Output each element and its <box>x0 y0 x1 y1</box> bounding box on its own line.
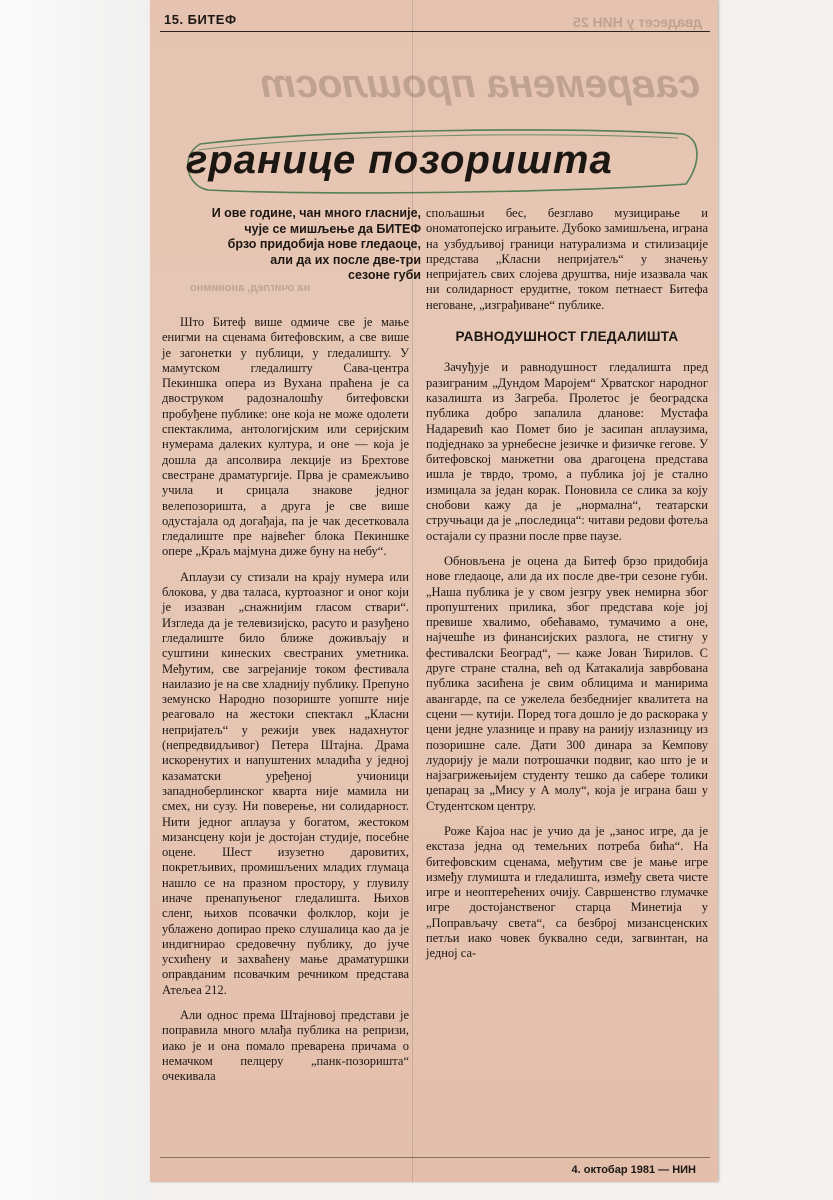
deck-line: чује се мишљење да БИТЕФ <box>244 221 421 236</box>
paragraph: Роже Кајоа нас је учио да је „занос игре, да је екстаза једна од темељних потреба бића“. На битефовским сценама, међутим све је мање игре између глумишта и гледалишта, између света чисте игре и неоптерећених очију. Савршенство глумачке игре достојанственог старца Минетија у „Поправљачу света“, са безброј мизансценских петљи иако човек буквално седи, загвинтан, на једној са- <box>426 823 708 961</box>
deck-line: али да их после две-три <box>270 252 421 267</box>
left-column <box>162 315 409 1095</box>
scan-background <box>0 0 150 1200</box>
paragraph: Што Битеф више одмиче све је мање енигми на сценама битефовским, а све више је загонетки у публици, у гледалишту. У мамутском гледалишту Сава-центра Пекиншка опера из Вухана праћена је са двоструком радозналошћу битефовски пробуђене публике: оне која не може одолети спектаклима, антологијским или серијским нумерама далеких култура, и оне — која је дошла да апсолвира лекције из Брехтове свестране драматургије. Прва је срамежљиво учила и срицала знакове једног велепозоришта, а друга је све више одустајала од догађаја, па је чак десетковала гледалиште пре највећег блока Пекиншке опере „Краљ мајмуна диже буну на небу“. <box>162 315 409 559</box>
paragraph: Обновљена је оцена да Битеф брзо придобија нове гледаоце, али да их после две-три сезоне губи. „Наша публика је у свом језгру увек немирна због пропуштених прилика, због представа које јој превише хвалимо, обећавамо, тумачимо а оне, најчешће из финансијских разлога, не стигну у фестивалски Београд“, — каже Јован Ћирилов. С друге стране стална, већ од Катакалија заврбована публика засићена је свим облицима и манирима авангарде, па се ужелела безбеднијег квалитета на сцени — кутији. Поред тога дошло је до раскорака у цени једне улазнице и праву на ранију излазницу из позоришне сале. Дати 300 динара за Кемпову лудорију је мали потрошачки подвиг, као што је и најзагрижењијем студенту тешко да сабере толики џепарац за „Мису у А молу“, која је играна баш у Студентском центру. <box>426 553 708 813</box>
subheading: РАВНОДУШНОСТ ГЛЕДАЛИШТА <box>455 329 679 345</box>
show-through-text-small: на очиглед, анонимно <box>190 282 311 294</box>
deck <box>186 206 421 284</box>
show-through-text: двадесет у НИН 25 <box>572 14 702 30</box>
footer-dateline: 4. октобар 1981 — НИН <box>571 1164 696 1176</box>
header-rule <box>160 31 710 32</box>
headline: границе позоришта <box>186 138 613 182</box>
paragraph: спољашњи бес, безглаво музицирање и ономатопејско играњите. Дубоко замишљена, играна на узбудљивој граници натурализма и стилизације представа „Класни непријатељ“ у значењу непријатељ свих слојева друштва, није изазвала чак ни солидарност ерудитне, током петнаест Битефа неговане, „изграђиване“ публике. <box>426 206 708 312</box>
section-label: 15. БИТЕФ <box>164 12 237 27</box>
footer-rule <box>160 1157 710 1158</box>
newspaper-clipping <box>150 0 718 1182</box>
paragraph: Аплаузи су стизали на крају нумера или блокова, у два таласа, куртоазног и оног који је изазван „снажнијим гласом ствари“. Изгледа да је телевизијско, расуто и разуђено гледалиште било ближе доживљају и суштини кинеских свестраних уметника. Међутим, све загрејаније током фестивала наилазио је на све хладнију публику. Препуно земунско Народно позориште уопште није реаговало на жестоки спектакл „Класни непријатељ“ у режији увек надахнутог (непредвидљивог) Петера Штајна. Драма искоренутих и напуштених младића у једној казаматски уређеној учионици западноберлинског кварта није мамила ни смех, ни сузу. Ни поверење, ни солидарност. Нити једног аплауза у богатом, жестоком мизансцену који је достојан студије, посебне оцене. Шест изузетно даровитих, покретљивих, промишљених младих глумаца нашло се на празном простору, у глувилу иначе пренапуњеног гледалишта. Њихов сленг, њихов псовачки фолклор, који је ублажено допирао преко слушалица као да је индигнирао средовечну публику, до јуче усхићену и захваћену мање драматуршки оправданим псовачким речником представа Атељеа 212. <box>162 569 409 997</box>
right-column <box>426 206 708 972</box>
deck-line: брзо придобија нове гледаоце, <box>227 237 421 251</box>
deck-line: сезоне губи <box>348 268 421 282</box>
paragraph: Али однос према Штајновој представи је поправила много млађа публика на репризи, иако је и она помало преварена причама о немачком пелцеру „панк-позоришта“ очекивала <box>162 1008 409 1084</box>
deck-line: И ове године, чан много гласније, <box>211 206 421 220</box>
show-through-headline: савремена прошлост <box>259 62 700 106</box>
paragraph: Зачуђује и равнодушност гледалишта пред разиграним „Дундом Маројем“ Хрватског народног казалишта из Загреба. Пролетос је београдска публика добро запалила дланове: Мустафа Надаревић као Помет био је засипан аплаузима, подједнако за урнебесне језичке и физичке гегове. У битефовској манжетни ова драгоцена представа ишла је тврдо, тромо, а публика јој је стално измицала за један корак. Поновила се слика за коју снобови кажу да је „нормална“, театарски стручњаци да је „последица“: читави редови фотеља остајали су празни после прве паузе. <box>426 360 708 543</box>
